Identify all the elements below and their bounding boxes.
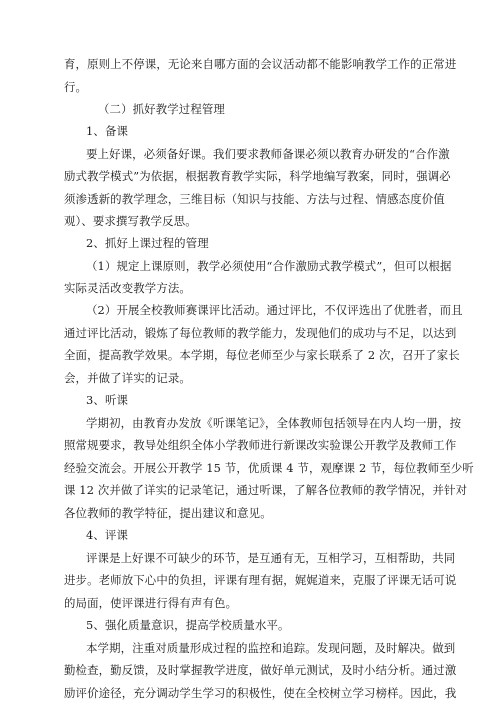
text-line: 须渗透新的教学理念，三维目标（知识与技能、方法与过程、情感态度价值 <box>64 192 445 206</box>
text-line: 本学期，注重对质量形成过程的监控和追踪。发现问题，及时解决。做到 <box>86 641 456 655</box>
text-line: 进步。老师放下心中的负担，评课有理有据，娓娓道来，克服了评课无话可说 <box>64 573 457 587</box>
text-line: 勤检查，勤反馈，及时掌握教学进度，做好单元测试，及时小结分析。通过激 <box>64 663 457 677</box>
text-line: 育，原则上不停课，无论来自哪方面的会议活动都不能影响教学工作的正常进 <box>64 57 457 71</box>
text-line: 行。 <box>64 80 88 94</box>
text-line: 观）、要求撰写教学反思。 <box>64 214 197 228</box>
text-line: 励式教学模式”为依据，根据教育教学实际，科学地编写教案，同时，强调必 <box>64 169 451 183</box>
text-line: 4、评课 <box>86 528 129 542</box>
text-line: （1）规定上课原则，教学必须使用“合作激励式教学模式”，但可以根据 <box>86 259 452 273</box>
text-line: 会，并做了详实的记录。 <box>64 371 191 385</box>
text-line: 实际灵活改变教学方法。 <box>64 281 191 295</box>
text-line: 要上好课，必须备好课。我们要求教师备课必须以教育办研发的“合作激 <box>86 147 450 161</box>
text-line: 评课是上好课不可缺少的环节，是互通有无，互相学习，互相帮助，共同 <box>86 551 456 565</box>
text-line: 励评价途径，充分调动学生学习的积极性，使在全校树立学习榜样。因此，我 <box>64 686 457 700</box>
text-line: 5、强化质量意识，提高学校质量水平。 <box>86 618 290 632</box>
text-line: 通过评比活动，锻炼了每位教师的教学能力，发现他们的成功与不足，以达到 <box>64 326 457 340</box>
text-line: 全面，提高教学效果。本学期，每位老师至少与家长联系了 2 次，召开了家长 <box>64 348 460 362</box>
text-line: 学期初，由教育办发放《听课笔记》，全体教师包括领导在内人均一册，按 <box>86 416 462 430</box>
section-heading: （二）抓好教学过程管理 <box>98 102 225 116</box>
text-line: （2）开展全校教师赛课评比活动。通过评比，不仅评选出了优胜者，而且 <box>86 303 463 317</box>
text-line: 1、备课 <box>86 124 129 138</box>
text-line: 经验交流会。开展公开教学 15 节，优质课 4 节，观摩课 2 节，每位教师至少听 <box>64 461 474 475</box>
text-line: 各位教师的教学特征，提出建议和意见。 <box>64 506 272 520</box>
text-line: 2、抓好上课过程的管理 <box>86 236 209 250</box>
text-line: 的局面，使评课进行得有声有色。 <box>64 596 238 610</box>
text-line: 3、听课 <box>86 393 129 407</box>
text-line: 课 12 次并做了详实的记录笔记，通过听课，了解各位教师的教学情况，并针对 <box>64 483 468 497</box>
text-line: 照常规要求，教导处组织全体小学教师进行新课改实验课公开教学及教师工作 <box>64 438 457 452</box>
